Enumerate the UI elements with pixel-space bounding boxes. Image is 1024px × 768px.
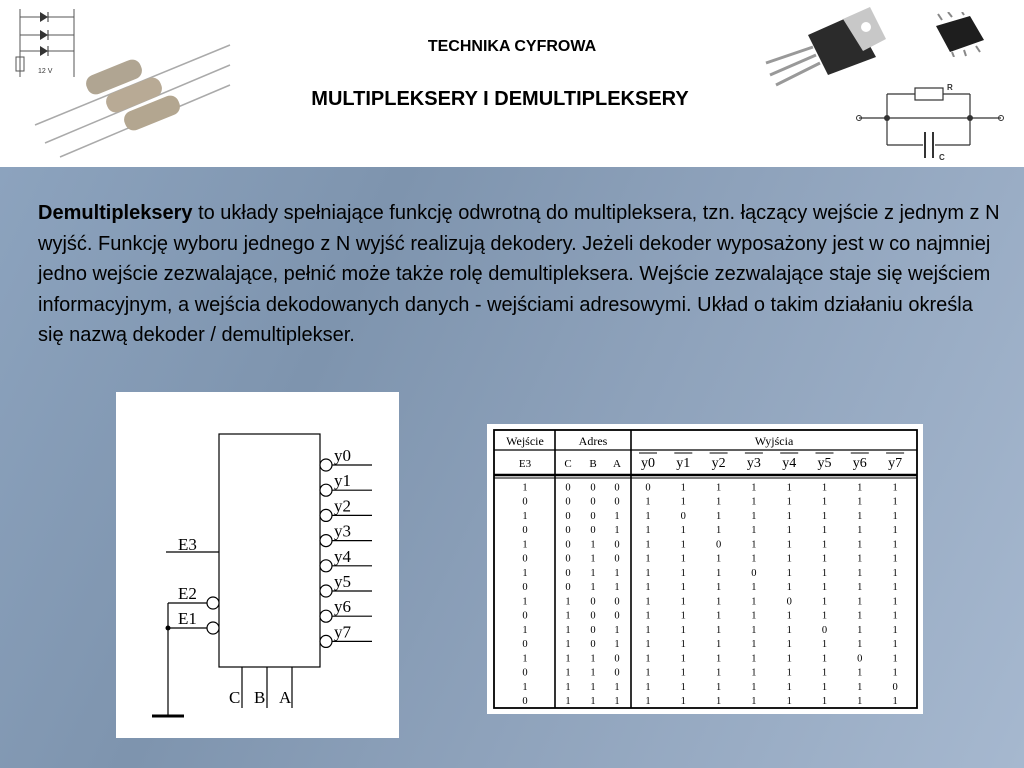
table-cell: 0 xyxy=(614,596,620,608)
table-cell: 1 xyxy=(715,525,722,537)
table-cell: 1 xyxy=(522,482,528,494)
table-row xyxy=(522,682,897,693)
table-cell: 1 xyxy=(892,596,898,608)
table-cell: 0 xyxy=(614,553,620,565)
table-cell: 0 xyxy=(715,539,722,551)
table-cell: 1 xyxy=(645,553,651,565)
table-cell: 1 xyxy=(786,582,792,594)
table-cell: 1 xyxy=(857,553,863,565)
table-cell: 1 xyxy=(892,639,898,651)
table-cell: 1 xyxy=(680,482,686,494)
table-cell: 1 xyxy=(680,639,686,651)
table-cell: 1 xyxy=(786,539,792,551)
table-cell: 1 xyxy=(821,681,828,693)
table-cell: 1 xyxy=(680,610,686,622)
table-cell: 1 xyxy=(715,624,722,636)
table-cell: 1 xyxy=(857,596,863,608)
table-cell: 1 xyxy=(821,696,828,708)
table-cell: 1 xyxy=(857,681,863,693)
table-cell: 1 xyxy=(857,539,863,551)
table-cell: 1 xyxy=(857,496,863,508)
table-cell: 1 xyxy=(715,596,722,608)
resistor-label: R xyxy=(947,83,953,92)
output-bubble xyxy=(320,535,332,547)
address-label-C: C xyxy=(229,688,241,707)
table-cell: 1 xyxy=(590,667,596,679)
table-cell: 1 xyxy=(715,696,722,708)
table-row xyxy=(522,582,897,593)
column-header-y2: y2 xyxy=(711,456,726,471)
table-cell: 0 xyxy=(892,681,898,693)
table-cell: 1 xyxy=(892,496,898,508)
table-cell: 1 xyxy=(614,696,620,708)
table-cell: 1 xyxy=(751,553,757,565)
column-header-E3: E3 xyxy=(518,458,532,470)
table-row xyxy=(522,511,897,522)
table-cell: 1 xyxy=(590,539,596,551)
table-cell: 1 xyxy=(680,653,686,665)
table-cell: 1 xyxy=(715,553,722,565)
table-cell: 1 xyxy=(680,582,686,594)
table-cell: 1 xyxy=(857,610,863,622)
table-cell: 1 xyxy=(857,624,863,636)
column-header-C: C xyxy=(564,458,572,470)
table-cell: 1 xyxy=(857,510,863,522)
table-cell: 0 xyxy=(590,482,596,494)
table-cell: 1 xyxy=(892,610,898,622)
table-cell: 1 xyxy=(786,567,792,579)
column-header-A: A xyxy=(613,458,621,470)
slide-title: MULTIPLEKSERY I DEMULTIPLEKSERY xyxy=(311,88,689,110)
column-header-y5: y5 xyxy=(817,456,832,471)
table-cell: 1 xyxy=(751,667,757,679)
input-label-E3: E3 xyxy=(178,535,197,554)
table-cell: 1 xyxy=(857,696,863,708)
table-cell: 1 xyxy=(786,639,792,651)
table-cell: 1 xyxy=(680,567,686,579)
presentation-title: TECHNIKA CYFROWA xyxy=(427,38,597,55)
table-cell: 1 xyxy=(751,624,757,636)
table-cell: 0 xyxy=(565,567,571,579)
transistor-icon xyxy=(758,5,888,90)
table-cell: 1 xyxy=(645,624,651,636)
table-row xyxy=(522,554,897,565)
table-cell: 0 xyxy=(522,525,528,537)
table-cell: 1 xyxy=(645,567,651,579)
voltage-label: 12 V xyxy=(38,68,53,75)
table-cell: 1 xyxy=(821,653,828,665)
column-header-B: B xyxy=(589,458,597,470)
table-cell: 1 xyxy=(680,553,686,565)
table-cell: 1 xyxy=(680,696,686,708)
table-cell: 1 xyxy=(680,681,686,693)
table-cell: 1 xyxy=(892,553,898,565)
output-label-y4: y4 xyxy=(334,546,351,566)
table-cell: 0 xyxy=(522,496,528,508)
column-header-y3: y3 xyxy=(746,456,761,471)
group-header: Wyjścia xyxy=(754,434,794,448)
table-cell: 0 xyxy=(614,667,620,679)
table-cell: 1 xyxy=(590,567,596,579)
table-cell: 0 xyxy=(590,496,596,508)
table-cell: 1 xyxy=(680,539,686,551)
table-cell: 1 xyxy=(786,482,792,494)
table-cell: 1 xyxy=(645,610,651,622)
input-label-E2: E2 xyxy=(178,584,197,603)
table-cell: 1 xyxy=(614,525,620,537)
table-cell: 1 xyxy=(565,596,571,608)
table-cell: 0 xyxy=(522,553,528,565)
table-cell: 0 xyxy=(522,696,528,708)
column-header-y7: y7 xyxy=(888,456,903,471)
table-cell: 1 xyxy=(892,667,898,679)
table-cell: 1 xyxy=(821,596,828,608)
output-bubble xyxy=(320,560,332,572)
table-row xyxy=(522,568,897,579)
table-cell: 0 xyxy=(565,582,571,594)
table-cell: 1 xyxy=(821,667,828,679)
table-cell: 1 xyxy=(645,539,651,551)
body-text: to układy spełniające funkcję odwrotną do multipleksera, tzn. łączący wejście z jednym z N wyjść. Funkcję wyboru jednego z N wyjść realizują dekodery. Jeżeli dekoder wyposażony jest w co najmniej jedno wejście zezwalające, pełnić może także rolę demultipleksera. Wejście zezwalające staje się wejściem informacyjnym, a wejścia dekodowanych danych - wejściami adresowymi. Układ o takim działaniu określa się nazwą dekoder / demultiplekser. xyxy=(38,202,1000,346)
output-label-y2: y2 xyxy=(334,496,351,516)
table-cell: 0 xyxy=(614,653,620,665)
table-row xyxy=(522,653,897,664)
table-cell: 1 xyxy=(786,510,792,522)
table-cell: 1 xyxy=(715,667,722,679)
table-cell: 1 xyxy=(680,496,686,508)
table-cell: 0 xyxy=(680,510,686,522)
table-row xyxy=(522,539,897,550)
table-cell: 1 xyxy=(892,624,898,636)
table-cell: 1 xyxy=(857,667,863,679)
table-cell: 0 xyxy=(857,653,863,665)
table-cell: 1 xyxy=(821,525,828,537)
truth-table xyxy=(487,424,923,714)
table-cell: 0 xyxy=(565,482,571,494)
table-cell: 1 xyxy=(645,525,651,537)
table-cell: 1 xyxy=(522,624,528,636)
table-cell: 0 xyxy=(590,510,596,522)
table-row xyxy=(522,668,897,679)
table-cell: 0 xyxy=(590,624,596,636)
table-row xyxy=(522,639,897,650)
ic-chip-icon xyxy=(930,12,990,57)
input-bubble xyxy=(207,622,219,634)
table-cell: 1 xyxy=(751,596,757,608)
input-label-E1: E1 xyxy=(178,609,197,628)
table-cell: 0 xyxy=(565,496,571,508)
table-cell: 1 xyxy=(565,681,571,693)
table-cell: 1 xyxy=(715,681,722,693)
output-label-y1: y1 xyxy=(334,471,351,491)
table-cell: 0 xyxy=(590,596,596,608)
table-cell: 1 xyxy=(751,639,757,651)
table-cell: 1 xyxy=(522,681,528,693)
table-cell: 1 xyxy=(892,582,898,594)
table-row xyxy=(522,696,897,707)
table-cell: 1 xyxy=(892,510,898,522)
table-cell: 1 xyxy=(821,639,828,651)
table-cell: 1 xyxy=(645,681,651,693)
table-cell: 0 xyxy=(565,553,571,565)
table-cell: 1 xyxy=(645,496,651,508)
bold-term: Demultipleksery xyxy=(38,202,193,224)
output-bubble xyxy=(320,459,332,471)
table-cell: 1 xyxy=(751,681,757,693)
table-cell: 1 xyxy=(522,567,528,579)
table-cell: 0 xyxy=(590,639,596,651)
table-cell: 1 xyxy=(645,582,651,594)
column-header-y4: y4 xyxy=(782,456,797,471)
table-cell: 1 xyxy=(590,681,596,693)
table-cell: 1 xyxy=(821,510,828,522)
table-row xyxy=(522,596,897,607)
table-cell: 1 xyxy=(786,667,792,679)
table-cell: 1 xyxy=(786,553,792,565)
table-cell: 1 xyxy=(645,667,651,679)
table-cell: 1 xyxy=(614,567,620,579)
table-cell: 1 xyxy=(565,696,571,708)
output-label-y6: y6 xyxy=(334,597,351,617)
table-cell: 1 xyxy=(751,696,757,708)
table-cell: 1 xyxy=(590,553,596,565)
table-cell: 1 xyxy=(821,610,828,622)
output-label-y7: y7 xyxy=(334,622,351,642)
table-cell: 0 xyxy=(786,596,792,608)
table-cell: 1 xyxy=(715,510,722,522)
table-cell: 1 xyxy=(645,639,651,651)
table-cell: 1 xyxy=(715,653,722,665)
table-cell: 1 xyxy=(522,539,528,551)
table-row xyxy=(522,497,897,508)
output-bubble xyxy=(320,635,332,647)
table-cell: 1 xyxy=(565,667,571,679)
table-cell: 1 xyxy=(645,596,651,608)
table-cell: 1 xyxy=(786,624,792,636)
table-cell: 1 xyxy=(821,539,828,551)
output-label-y0: y0 xyxy=(334,446,351,465)
table-cell: 1 xyxy=(590,696,596,708)
body-paragraph xyxy=(38,198,1003,351)
table-cell: 1 xyxy=(715,496,722,508)
table-cell: 1 xyxy=(821,553,828,565)
table-cell: 1 xyxy=(715,610,722,622)
table-cell: 1 xyxy=(751,496,757,508)
table-cell: 1 xyxy=(590,653,596,665)
table-row xyxy=(522,482,897,493)
table-cell: 1 xyxy=(786,610,792,622)
header-band xyxy=(0,0,1024,167)
input-bubble xyxy=(207,597,219,609)
table-cell: 1 xyxy=(751,582,757,594)
table-cell: 1 xyxy=(751,539,757,551)
table-cell: 1 xyxy=(715,582,722,594)
table-cell: 1 xyxy=(786,681,792,693)
table-cell: 1 xyxy=(522,510,528,522)
address-label-B: B xyxy=(254,688,266,707)
table-cell: 0 xyxy=(522,582,528,594)
table-cell: 0 xyxy=(590,610,596,622)
table-cell: 1 xyxy=(680,596,686,608)
table-cell: 1 xyxy=(590,582,596,594)
column-header-y0: y0 xyxy=(641,456,655,471)
table-cell: 1 xyxy=(892,482,898,494)
table-cell: 1 xyxy=(786,496,792,508)
table-cell: 1 xyxy=(565,639,571,651)
table-cell: 1 xyxy=(565,624,571,636)
table-cell: 1 xyxy=(522,653,528,665)
output-bubble xyxy=(320,610,332,622)
table-cell: 1 xyxy=(751,653,757,665)
capacitor-label: C xyxy=(939,153,945,162)
group-header: Wejście xyxy=(506,434,544,448)
demux-diagram xyxy=(116,392,399,738)
table-cell: 1 xyxy=(565,610,571,622)
table-cell: 0 xyxy=(821,624,828,636)
table-cell: 1 xyxy=(786,696,792,708)
table-cell: 1 xyxy=(645,510,651,522)
table-cell: 1 xyxy=(857,525,863,537)
address-label-A: A xyxy=(279,688,292,707)
table-cell: 1 xyxy=(751,610,757,622)
table-cell: 1 xyxy=(614,639,620,651)
table-cell: 0 xyxy=(614,610,620,622)
output-bubble xyxy=(320,509,332,521)
table-row xyxy=(522,611,897,622)
group-header: Adres xyxy=(578,434,608,448)
table-cell: 1 xyxy=(821,496,828,508)
table-cell: 1 xyxy=(565,653,571,665)
table-cell: 1 xyxy=(715,567,722,579)
table-cell: 0 xyxy=(614,496,620,508)
rc-circuit-icon xyxy=(855,80,1005,165)
output-bubble xyxy=(320,585,332,597)
table-cell: 1 xyxy=(751,510,757,522)
table-cell: 1 xyxy=(857,639,863,651)
table-cell: 1 xyxy=(892,539,898,551)
table-cell: 1 xyxy=(522,596,528,608)
table-cell: 1 xyxy=(892,567,898,579)
output-label-y3: y3 xyxy=(334,521,351,541)
table-cell: 1 xyxy=(614,510,620,522)
table-cell: 1 xyxy=(857,567,863,579)
table-cell: 1 xyxy=(786,525,792,537)
table-cell: 0 xyxy=(751,567,757,579)
table-cell: 0 xyxy=(522,610,528,622)
table-cell: 1 xyxy=(645,653,651,665)
table-cell: 1 xyxy=(821,582,828,594)
output-label-y5: y5 xyxy=(334,572,351,591)
table-cell: 1 xyxy=(751,482,757,494)
table-cell: 0 xyxy=(614,482,620,494)
table-row xyxy=(522,625,897,636)
table-cell: 1 xyxy=(786,653,792,665)
table-cell: 0 xyxy=(590,525,596,537)
table-cell: 0 xyxy=(522,667,528,679)
table-cell: 1 xyxy=(821,567,828,579)
table-cell: 1 xyxy=(680,624,686,636)
table-cell: 1 xyxy=(680,525,686,537)
table-cell: 1 xyxy=(821,482,828,494)
table-cell: 1 xyxy=(645,696,651,708)
table-cell: 0 xyxy=(565,525,571,537)
table-cell: 1 xyxy=(715,639,722,651)
table-row xyxy=(522,525,897,536)
table-cell: 0 xyxy=(645,482,651,494)
table-cell: 1 xyxy=(614,624,620,636)
column-header-y1: y1 xyxy=(676,456,691,471)
table-cell: 0 xyxy=(565,539,571,551)
table-cell: 1 xyxy=(892,525,898,537)
column-header-y6: y6 xyxy=(852,456,867,471)
table-cell: 1 xyxy=(892,696,898,708)
table-cell: 1 xyxy=(857,582,863,594)
table-cell: 0 xyxy=(522,639,528,651)
table-cell: 0 xyxy=(614,539,620,551)
table-cell: 1 xyxy=(857,482,863,494)
table-cell: 1 xyxy=(751,525,757,537)
output-bubble xyxy=(320,484,332,496)
table-cell: 1 xyxy=(892,653,898,665)
table-cell: 1 xyxy=(614,681,620,693)
table-cell: 1 xyxy=(715,482,722,494)
table-cell: 0 xyxy=(565,510,571,522)
table-cell: 1 xyxy=(614,582,620,594)
table-cell: 1 xyxy=(680,667,686,679)
